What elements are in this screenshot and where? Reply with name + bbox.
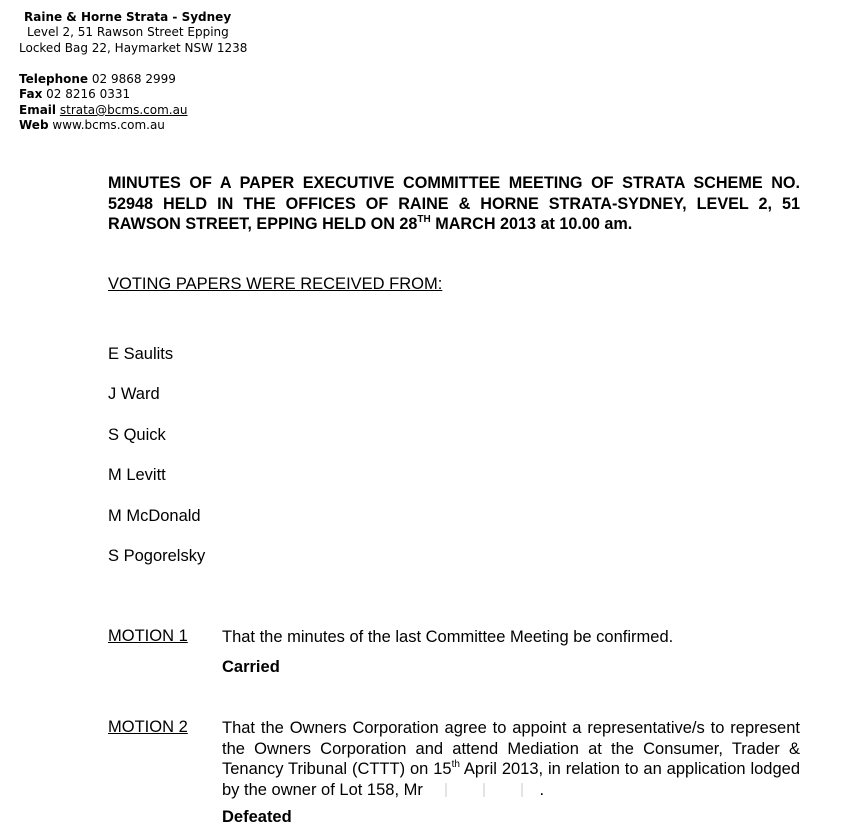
motion-2-text-part: April 2013, in relation to an application lodged by the owner of Lot 158, Mr [222, 760, 801, 799]
telephone-line [19, 72, 176, 88]
address-line-1: Level 2, 51 Rawson Street Epping [27, 25, 229, 39]
voter-name: M McDonald [108, 507, 201, 525]
title-superscript: TH [417, 213, 431, 225]
organisation-name: Raine & Horne Strata - Sydney [24, 10, 232, 24]
email-label: Email [19, 103, 57, 117]
web-label: Web [19, 118, 49, 132]
motion-1-text: That the minutes of the last Committee Meeting be confirmed. [222, 628, 674, 646]
web-address: www.bcms.com.au [52, 118, 165, 132]
voter-name: M Levitt [108, 466, 166, 484]
fax-label: Fax [19, 87, 43, 101]
motion-2-text-part: That the Owners Corporation agree to appoint a representative/s to represent the Owners Corporation and attend Mediation at the Consumer, Trader & Tenancy Tribunal (CTTT) on 15 [222, 719, 800, 778]
voter-name: J Ward [108, 385, 160, 403]
voter-name: S Quick [108, 426, 166, 444]
motion-2-text-end: . [539, 780, 545, 799]
redacted-name [427, 783, 539, 797]
document-title [108, 173, 800, 235]
motion-1-label: MOTION 1 [108, 627, 188, 645]
web-line [19, 118, 165, 134]
telephone-label: Telephone [19, 72, 89, 86]
voter-name: E Saulits [108, 345, 174, 363]
title-text-end: MARCH 2013 at 10.00 am. [430, 215, 633, 233]
motion-2-result: Defeated [222, 808, 292, 826]
telephone-number: 02 9868 2999 [91, 72, 176, 86]
fax-number: 02 8216 0331 [46, 87, 131, 101]
voting-papers-heading: VOTING PAPERS WERE RECEIVED FROM: [108, 275, 443, 293]
motion-1-result: Carried [222, 658, 280, 676]
motion-2-superscript: th [451, 758, 460, 770]
title-text: MINUTES OF A PAPER EXECUTIVE COMMITTEE MEETING OF STRATA SCHEME NO. 52948 HELD IN THE OFFICES OF RAINE & HORNE STRATA-SYDNEY, LEVEL 2, 51 RAWSON STREET, EPPING HELD ON 28 [108, 174, 800, 233]
email-line [19, 103, 188, 119]
fax-line [19, 87, 130, 103]
motion-2-text [222, 718, 800, 800]
email-link[interactable]: strata@bcms.com.au [59, 103, 188, 117]
voter-name: S Pogorelsky [108, 547, 206, 565]
motion-2-label: MOTION 2 [108, 718, 188, 736]
address-line-2: Locked Bag 22, Haymarket NSW 1238 [19, 41, 248, 55]
